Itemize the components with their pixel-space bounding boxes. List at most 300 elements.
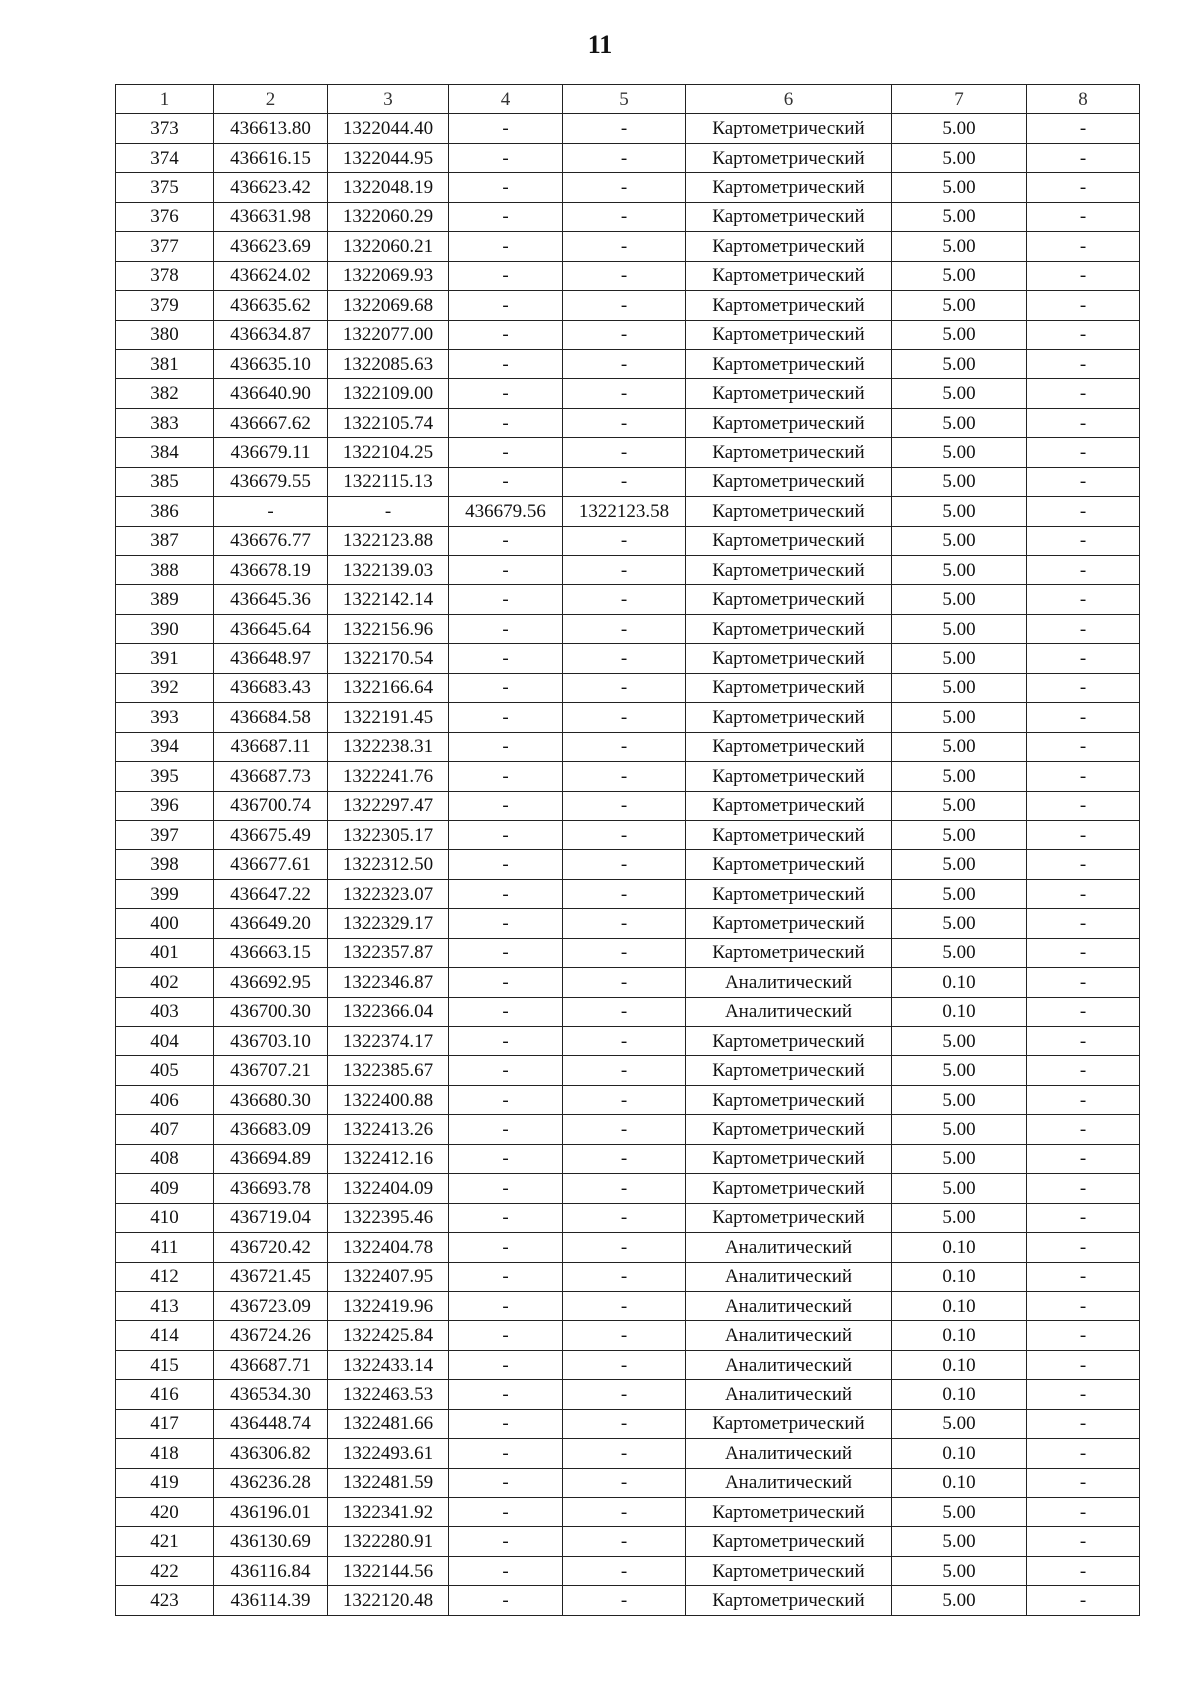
y-coordinate-cell: 1322238.31 [328, 732, 449, 761]
y-new-cell: - [563, 673, 686, 702]
x-coordinate-cell: 436647.22 [214, 879, 328, 908]
accuracy-cell: 5.00 [892, 1144, 1027, 1173]
x-coordinate-cell: 436634.87 [214, 320, 328, 349]
point-number-cell: 383 [116, 408, 214, 437]
table-row [116, 1498, 1140, 1527]
table-row [116, 1262, 1140, 1291]
note-cell: - [1027, 497, 1140, 526]
method-cell: Картометрический [686, 732, 892, 761]
accuracy-cell: 0.10 [892, 997, 1027, 1026]
x-coordinate-cell: 436236.28 [214, 1468, 328, 1497]
note-cell: - [1027, 1439, 1140, 1468]
point-number-cell: 392 [116, 673, 214, 702]
accuracy-cell: 0.10 [892, 1233, 1027, 1262]
point-number-cell: 406 [116, 1085, 214, 1114]
table-row [116, 1527, 1140, 1556]
accuracy-cell: 5.00 [892, 497, 1027, 526]
y-coordinate-cell: 1322366.04 [328, 997, 449, 1026]
point-number-cell: 388 [116, 556, 214, 585]
method-cell: Картометрический [686, 556, 892, 585]
note-cell: - [1027, 320, 1140, 349]
point-number-cell: 410 [116, 1203, 214, 1232]
table-row [116, 997, 1140, 1026]
table-row [116, 1233, 1140, 1262]
y-coordinate-cell: 1322297.47 [328, 791, 449, 820]
table-row [116, 1115, 1140, 1144]
x-coordinate-cell: 436700.30 [214, 997, 328, 1026]
table-row [116, 762, 1140, 791]
y-coordinate-cell: 1322109.00 [328, 379, 449, 408]
x-new-cell: - [449, 1027, 563, 1056]
table-row [116, 791, 1140, 820]
page-number: 11 [587, 30, 613, 59]
x-new-cell: - [449, 1233, 563, 1262]
accuracy-cell: 5.00 [892, 673, 1027, 702]
table-row [116, 114, 1140, 143]
x-new-cell: - [449, 968, 563, 997]
x-coordinate-cell: 436707.21 [214, 1056, 328, 1085]
accuracy-cell: 0.10 [892, 1262, 1027, 1291]
method-cell: Картометрический [686, 820, 892, 849]
x-new-cell: - [449, 1498, 563, 1527]
x-new-cell: - [449, 732, 563, 761]
x-coordinate-cell: 436640.90 [214, 379, 328, 408]
x-coordinate-cell: 436723.09 [214, 1291, 328, 1320]
y-coordinate-cell: 1322425.84 [328, 1321, 449, 1350]
note-cell: - [1027, 261, 1140, 290]
y-new-cell: - [563, 614, 686, 643]
x-new-cell: - [449, 1439, 563, 1468]
x-new-cell: - [449, 320, 563, 349]
y-new-cell: - [563, 467, 686, 496]
point-number-cell: 395 [116, 762, 214, 791]
method-cell: Аналитический [686, 1291, 892, 1320]
note-cell: - [1027, 1144, 1140, 1173]
x-coordinate-cell: 436719.04 [214, 1203, 328, 1232]
table-row [116, 349, 1140, 378]
method-cell: Картометрический [686, 585, 892, 614]
point-number-cell: 393 [116, 703, 214, 732]
y-coordinate-cell: 1322463.53 [328, 1380, 449, 1409]
y-coordinate-cell: 1322323.07 [328, 879, 449, 908]
accuracy-cell: 5.00 [892, 1556, 1027, 1585]
point-number-cell: 405 [116, 1056, 214, 1085]
note-cell: - [1027, 143, 1140, 172]
point-number-cell: 380 [116, 320, 214, 349]
note-cell: - [1027, 968, 1140, 997]
x-new-cell: - [449, 1380, 563, 1409]
x-coordinate-cell: 436677.61 [214, 850, 328, 879]
y-new-cell: - [563, 997, 686, 1026]
note-cell: - [1027, 1527, 1140, 1556]
table-row [116, 1174, 1140, 1203]
x-coordinate-cell: 436616.15 [214, 143, 328, 172]
accuracy-cell: 5.00 [892, 909, 1027, 938]
x-new-cell: - [449, 349, 563, 378]
accuracy-cell: 5.00 [892, 408, 1027, 437]
note-cell: - [1027, 791, 1140, 820]
y-coordinate-cell: 1322104.25 [328, 438, 449, 467]
x-coordinate-cell: 436534.30 [214, 1380, 328, 1409]
y-coordinate-cell: 1322123.88 [328, 526, 449, 555]
accuracy-cell: 0.10 [892, 1291, 1027, 1320]
table-row [116, 673, 1140, 702]
point-number-cell: 407 [116, 1115, 214, 1144]
table-row [116, 703, 1140, 732]
x-coordinate-cell: 436676.77 [214, 526, 328, 555]
note-cell: - [1027, 1085, 1140, 1114]
column-header: 5 [563, 85, 686, 114]
note-cell: - [1027, 938, 1140, 967]
table-row [116, 1380, 1140, 1409]
point-number-cell: 377 [116, 232, 214, 261]
y-coordinate-cell: 1322077.00 [328, 320, 449, 349]
y-coordinate-cell: 1322305.17 [328, 820, 449, 849]
method-cell: Картометрический [686, 1586, 892, 1615]
accuracy-cell: 5.00 [892, 1085, 1027, 1114]
x-coordinate-cell: 436687.73 [214, 762, 328, 791]
point-number-cell: 387 [116, 526, 214, 555]
note-cell: - [1027, 438, 1140, 467]
y-new-cell: - [563, 762, 686, 791]
method-cell: Картометрический [686, 291, 892, 320]
method-cell: Аналитический [686, 1350, 892, 1379]
y-coordinate-cell: 1322400.88 [328, 1085, 449, 1114]
method-cell: Картометрический [686, 1056, 892, 1085]
method-cell: Аналитический [686, 997, 892, 1026]
x-coordinate-cell: 436648.97 [214, 644, 328, 673]
y-new-cell: - [563, 291, 686, 320]
y-coordinate-cell: 1322493.61 [328, 1439, 449, 1468]
y-new-cell: - [563, 1115, 686, 1144]
table-row [116, 1321, 1140, 1350]
x-coordinate-cell: 436635.10 [214, 349, 328, 378]
x-new-cell: - [449, 614, 563, 643]
point-number-cell: 400 [116, 909, 214, 938]
table-row [116, 1203, 1140, 1232]
x-new-cell: - [449, 1056, 563, 1085]
x-new-cell: - [449, 1085, 563, 1114]
point-number-cell: 416 [116, 1380, 214, 1409]
x-new-cell: - [449, 762, 563, 791]
x-coordinate-cell: 436613.80 [214, 114, 328, 143]
y-coordinate-cell: 1322166.64 [328, 673, 449, 702]
note-cell: - [1027, 173, 1140, 202]
y-coordinate-cell: 1322139.03 [328, 556, 449, 585]
y-new-cell: - [563, 1586, 686, 1615]
y-coordinate-cell: 1322357.87 [328, 938, 449, 967]
table-row [116, 1027, 1140, 1056]
accuracy-cell: 5.00 [892, 143, 1027, 172]
y-new-cell: - [563, 202, 686, 231]
table-row [116, 1056, 1140, 1085]
method-cell: Картометрический [686, 1409, 892, 1438]
column-header: 3 [328, 85, 449, 114]
point-number-cell: 403 [116, 997, 214, 1026]
note-cell: - [1027, 526, 1140, 555]
x-coordinate-cell: 436694.89 [214, 1144, 328, 1173]
method-cell: Картометрический [686, 143, 892, 172]
point-number-cell: 419 [116, 1468, 214, 1497]
y-coordinate-cell: 1322156.96 [328, 614, 449, 643]
point-number-cell: 412 [116, 1262, 214, 1291]
note-cell: - [1027, 291, 1140, 320]
x-coordinate-cell: 436645.64 [214, 614, 328, 643]
method-cell: Аналитический [686, 1233, 892, 1262]
point-number-cell: 390 [116, 614, 214, 643]
y-new-cell: - [563, 850, 686, 879]
x-coordinate-cell: 436631.98 [214, 202, 328, 231]
y-new-cell: - [563, 1144, 686, 1173]
note-cell: - [1027, 1321, 1140, 1350]
table-row [116, 1144, 1140, 1173]
y-new-cell: 1322123.58 [563, 497, 686, 526]
x-coordinate-cell: 436692.95 [214, 968, 328, 997]
method-cell: Аналитический [686, 1439, 892, 1468]
note-cell: - [1027, 820, 1140, 849]
method-cell: Картометрический [686, 114, 892, 143]
x-coordinate-cell: 436693.78 [214, 1174, 328, 1203]
x-new-cell: - [449, 1174, 563, 1203]
y-new-cell: - [563, 1556, 686, 1585]
point-number-cell: 389 [116, 585, 214, 614]
y-coordinate-cell: 1322170.54 [328, 644, 449, 673]
y-coordinate-cell: 1322105.74 [328, 408, 449, 437]
table-row [116, 202, 1140, 231]
y-new-cell: - [563, 438, 686, 467]
note-cell: - [1027, 732, 1140, 761]
point-number-cell: 378 [116, 261, 214, 290]
accuracy-cell: 5.00 [892, 1115, 1027, 1144]
method-cell: Аналитический [686, 1380, 892, 1409]
y-new-cell: - [563, 1350, 686, 1379]
x-new-cell: - [449, 644, 563, 673]
accuracy-cell: 5.00 [892, 556, 1027, 585]
y-coordinate-cell: 1322044.95 [328, 143, 449, 172]
x-coordinate-cell: 436683.09 [214, 1115, 328, 1144]
note-cell: - [1027, 585, 1140, 614]
method-cell: Аналитический [686, 1262, 892, 1291]
column-header: 1 [116, 85, 214, 114]
x-coordinate-cell: 436684.58 [214, 703, 328, 732]
note-cell: - [1027, 1556, 1140, 1585]
y-new-cell: - [563, 173, 686, 202]
note-cell: - [1027, 1468, 1140, 1497]
table-row [116, 467, 1140, 496]
y-new-cell: - [563, 320, 686, 349]
accuracy-cell: 5.00 [892, 703, 1027, 732]
note-cell: - [1027, 1350, 1140, 1379]
table-row [116, 232, 1140, 261]
point-number-cell: 421 [116, 1527, 214, 1556]
y-coordinate-cell: 1322144.56 [328, 1556, 449, 1585]
method-cell: Картометрический [686, 232, 892, 261]
point-number-cell: 418 [116, 1439, 214, 1468]
point-number-cell: 409 [116, 1174, 214, 1203]
y-coordinate-cell: 1322120.48 [328, 1586, 449, 1615]
y-coordinate-cell: 1322085.63 [328, 349, 449, 378]
table-row [116, 1439, 1140, 1468]
x-new-cell: - [449, 438, 563, 467]
x-coordinate-cell: 436667.62 [214, 408, 328, 437]
x-new-cell: - [449, 261, 563, 290]
y-new-cell: - [563, 585, 686, 614]
y-new-cell: - [563, 1174, 686, 1203]
table-row [116, 585, 1140, 614]
table-row [116, 1586, 1140, 1615]
y-new-cell: - [563, 938, 686, 967]
accuracy-cell: 5.00 [892, 349, 1027, 378]
accuracy-cell: 5.00 [892, 791, 1027, 820]
note-cell: - [1027, 1291, 1140, 1320]
x-new-cell: - [449, 1144, 563, 1173]
note-cell: - [1027, 1380, 1140, 1409]
method-cell: Картометрический [686, 938, 892, 967]
point-number-cell: 402 [116, 968, 214, 997]
y-coordinate-cell: 1322069.68 [328, 291, 449, 320]
method-cell: Картометрический [686, 644, 892, 673]
note-cell: - [1027, 614, 1140, 643]
y-new-cell: - [563, 732, 686, 761]
method-cell: Картометрический [686, 850, 892, 879]
accuracy-cell: 5.00 [892, 202, 1027, 231]
y-coordinate-cell: 1322142.14 [328, 585, 449, 614]
table-row [116, 143, 1140, 172]
x-new-cell: - [449, 143, 563, 172]
y-coordinate-cell: 1322413.26 [328, 1115, 449, 1144]
point-number-cell: 404 [116, 1027, 214, 1056]
x-coordinate-cell: - [214, 497, 328, 526]
point-number-cell: 375 [116, 173, 214, 202]
x-new-cell: - [449, 879, 563, 908]
y-new-cell: - [563, 526, 686, 555]
y-coordinate-cell: 1322481.66 [328, 1409, 449, 1438]
accuracy-cell: 5.00 [892, 1409, 1027, 1438]
y-new-cell: - [563, 1203, 686, 1232]
y-coordinate-cell: 1322481.59 [328, 1468, 449, 1497]
y-new-cell: - [563, 143, 686, 172]
y-new-cell: - [563, 1468, 686, 1497]
note-cell: - [1027, 1409, 1140, 1438]
accuracy-cell: 5.00 [892, 379, 1027, 408]
x-new-cell: - [449, 408, 563, 437]
note-cell: - [1027, 349, 1140, 378]
x-new-cell: - [449, 1468, 563, 1497]
table-row [116, 968, 1140, 997]
y-new-cell: - [563, 1321, 686, 1350]
x-coordinate-cell: 436700.74 [214, 791, 328, 820]
method-cell: Картометрический [686, 1527, 892, 1556]
x-coordinate-cell: 436721.45 [214, 1262, 328, 1291]
x-new-cell: - [449, 820, 563, 849]
note-cell: - [1027, 1586, 1140, 1615]
point-number-cell: 391 [116, 644, 214, 673]
y-new-cell: - [563, 644, 686, 673]
x-new-cell: - [449, 1556, 563, 1585]
note-cell: - [1027, 1027, 1140, 1056]
x-coordinate-cell: 436623.69 [214, 232, 328, 261]
y-new-cell: - [563, 556, 686, 585]
table-header-row [116, 85, 1140, 114]
y-new-cell: - [563, 408, 686, 437]
y-coordinate-cell: 1322395.46 [328, 1203, 449, 1232]
x-coordinate-cell: 436448.74 [214, 1409, 328, 1438]
y-coordinate-cell: 1322385.67 [328, 1056, 449, 1085]
x-new-cell: - [449, 1115, 563, 1144]
point-number-cell: 411 [116, 1233, 214, 1262]
method-cell: Картометрический [686, 791, 892, 820]
note-cell: - [1027, 408, 1140, 437]
point-number-cell: 423 [116, 1586, 214, 1615]
point-number-cell: 401 [116, 938, 214, 967]
y-new-cell: - [563, 349, 686, 378]
x-new-cell: - [449, 938, 563, 967]
table-row [116, 526, 1140, 555]
note-cell: - [1027, 379, 1140, 408]
note-cell: - [1027, 1498, 1140, 1527]
y-coordinate-cell: 1322374.17 [328, 1027, 449, 1056]
x-coordinate-cell: 436649.20 [214, 909, 328, 938]
method-cell: Картометрический [686, 614, 892, 643]
table-row [116, 938, 1140, 967]
table-row [116, 909, 1140, 938]
accuracy-cell: 5.00 [892, 1174, 1027, 1203]
method-cell: Аналитический [686, 968, 892, 997]
x-coordinate-cell: 436130.69 [214, 1527, 328, 1556]
table-body [116, 114, 1140, 1615]
x-coordinate-cell: 436678.19 [214, 556, 328, 585]
method-cell: Картометрический [686, 438, 892, 467]
y-new-cell: - [563, 1439, 686, 1468]
note-cell: - [1027, 114, 1140, 143]
x-new-cell: - [449, 997, 563, 1026]
y-new-cell: - [563, 379, 686, 408]
point-number-cell: 422 [116, 1556, 214, 1585]
y-new-cell: - [563, 1409, 686, 1438]
method-cell: Картометрический [686, 467, 892, 496]
point-number-cell: 398 [116, 850, 214, 879]
column-header: 7 [892, 85, 1027, 114]
point-number-cell: 384 [116, 438, 214, 467]
y-new-cell: - [563, 703, 686, 732]
x-new-cell: - [449, 232, 563, 261]
table-row [116, 614, 1140, 643]
point-number-cell: 374 [116, 143, 214, 172]
y-coordinate-cell: 1322412.16 [328, 1144, 449, 1173]
column-header: 8 [1027, 85, 1140, 114]
y-coordinate-cell: 1322048.19 [328, 173, 449, 202]
accuracy-cell: 5.00 [892, 1203, 1027, 1232]
y-new-cell: - [563, 261, 686, 290]
table-row [116, 261, 1140, 290]
x-new-cell: - [449, 673, 563, 702]
accuracy-cell: 5.00 [892, 526, 1027, 555]
point-number-cell: 417 [116, 1409, 214, 1438]
point-number-cell: 386 [116, 497, 214, 526]
table-row [116, 497, 1140, 526]
method-cell: Картометрический [686, 673, 892, 702]
method-cell: Картометрический [686, 320, 892, 349]
y-coordinate-cell: 1322060.29 [328, 202, 449, 231]
y-new-cell: - [563, 1085, 686, 1114]
accuracy-cell: 0.10 [892, 1439, 1027, 1468]
x-new-cell: - [449, 1586, 563, 1615]
table-row [116, 879, 1140, 908]
x-coordinate-cell: 436687.71 [214, 1350, 328, 1379]
accuracy-cell: 5.00 [892, 585, 1027, 614]
point-number-cell: 373 [116, 114, 214, 143]
note-cell: - [1027, 644, 1140, 673]
